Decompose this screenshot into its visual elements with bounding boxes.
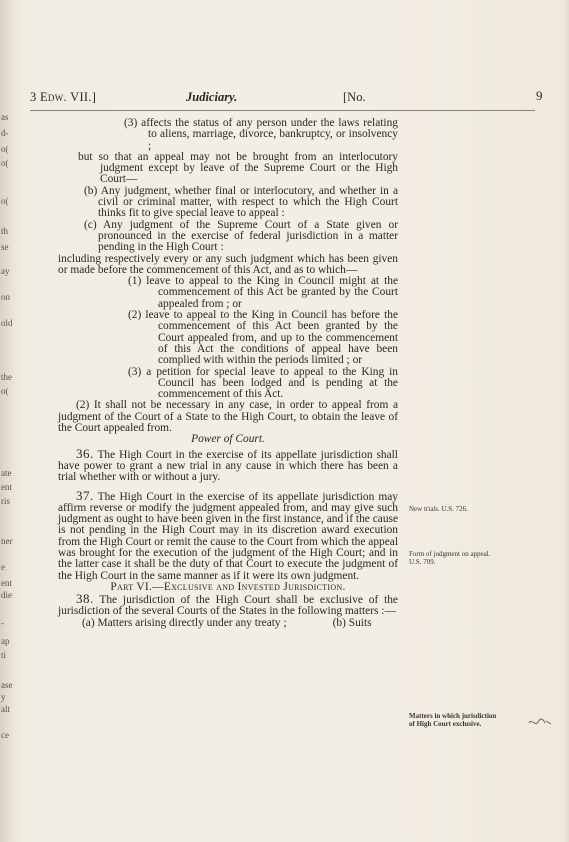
section-number: 36. [76, 445, 94, 461]
gutter-fragment: o( [1, 158, 9, 168]
gutter-fragment: ay [1, 266, 10, 276]
including-clause: including respectively every or any such judgment which has been given or made before the commencement of this Act, and as to which— [58, 252, 398, 276]
section-36 [58, 445, 398, 484]
gutter-fragment: on [1, 292, 10, 302]
subclause-3: (3) a petition for special leave to appeal to the King in Council has been lodged and is pending at the commencement of this Act. [128, 365, 398, 401]
gutter-fragment: - [1, 618, 4, 628]
gutter-fragment: the [1, 372, 12, 382]
act-title: Judiciary. [186, 90, 238, 104]
clause-a: (a) Matters arising directly under any treaty ; [82, 616, 287, 629]
gutter-fragment: e [1, 562, 5, 572]
gutter-fragment: o( [1, 196, 9, 206]
clause-3: (3) affects the status of any person under the laws relating to aliens, marriage, divorce, bankruptcy, or insolvency ; [124, 117, 398, 152]
subclause-1: (1) leave to appeal to the King in Council might at the commencement of this Act be granted by the Court appealed from ; or [128, 275, 398, 310]
section-37 [58, 487, 398, 582]
subclause-2: (2) leave to appeal to the King in Council has before the commencement of this Act been granted by the Court appealed from, and up to the commencement of this Act the conditions of appeal have been complied with within the periods limited ; or [128, 309, 398, 367]
section-text: The High Court in the exercise of its appellate jurisdiction may affirm reverse or modify the judgment appealed from, and may give such judgment as ought to have been given in the first instance, and if the cause is not pending in the High Court may in its discretion award execution from the High Court or remit the cause to the Court from which the appeal was brought for the execution of the judgment of the High Court; and in the latter case it shall be the duty of that Court to execute the judgment of the High Court in the same manner as if it were its own judgment. [58, 490, 398, 582]
gutter-fragment: ti [1, 650, 7, 660]
pencil-mark-icon [528, 716, 552, 728]
subsection-2: (2) It shall not be necessary in any case, in order to appeal from a judgment of the Court of a State to the High Court, to obtain the leave of the Court appealed from. [58, 399, 398, 435]
clause-c: (c) Any judgment of the Supreme Court of a State given or pronounced in the exercise of federal jurisdiction in a matter pending in the High Court : [84, 218, 398, 254]
part-heading: Part VI.—Exclusive and Invested Jurisdiction. [110, 580, 346, 593]
section-38 [58, 593, 398, 618]
clause-b-suits: (b) Suits [332, 616, 372, 629]
section-number: 37. [76, 487, 94, 503]
clause-b: (b) Any judgment, whether final or interlocutory, and whether in a civil or criminal matter, with respect to which the High Court thinks fit to give special leave to appeal : [84, 184, 398, 220]
gutter-fragment: o( [1, 386, 9, 396]
gutter-fragment: ce [1, 730, 9, 740]
section-38-subclauses [58, 618, 398, 629]
margin-note-38: Matters in which jurisdiction of High Court exclusive. [409, 712, 497, 728]
gutter-fragment: old [1, 318, 13, 328]
gutter-fragment: y [1, 692, 6, 702]
heading-power-of-court: Power of Court. [191, 433, 265, 446]
gutter-fragment: ase [1, 680, 13, 690]
margin-note-37: Form of judgment on appeal. U.S. 709. [409, 550, 491, 566]
adjacent-page-gutter [0, 0, 13, 842]
gutter-fragment: ent [1, 578, 12, 588]
gutter-fragment: ris [1, 496, 10, 506]
gutter-fragment: ner [1, 536, 13, 546]
gutter-fragment: alt [1, 704, 10, 714]
gutter-fragment: as [1, 112, 9, 122]
proviso: but so that an appeal may not be brought from an interlocutory judgment except by leave of the Supreme Court or the High Court— [78, 150, 398, 186]
act-number: [No. [343, 90, 366, 104]
running-header [0, 90, 569, 106]
gutter-fragment: se [1, 242, 9, 252]
gutter-fragment: ap [1, 636, 10, 646]
gutter-fragment: ent [1, 482, 12, 492]
gutter-fragment: die [1, 590, 12, 600]
header-rule [30, 110, 535, 111]
page-edge-shadow [563, 0, 569, 842]
gutter-fragment: ate [1, 468, 12, 478]
section-number: 38. [76, 591, 94, 607]
gutter-fragment: th [1, 226, 9, 236]
statute-text [58, 118, 398, 629]
gutter-fragment: d- [1, 128, 9, 138]
gutter-fragment: o( [1, 144, 9, 154]
margin-note-36: New trials. U.S. 726. [409, 505, 468, 513]
section-text: The High Court in the exercise of its appellate jurisdiction shall have power to grant a new trial in any cause in which there has been a trial whether with or without a jury. [58, 448, 398, 484]
section-text: The jurisdiction of the High Court shall be exclusive of the jurisdiction of the several Courts of the States in the following matters :— [58, 594, 398, 618]
page-number: 9 [536, 88, 543, 103]
regnal-year: 3 Edw. VII.] [30, 90, 97, 104]
